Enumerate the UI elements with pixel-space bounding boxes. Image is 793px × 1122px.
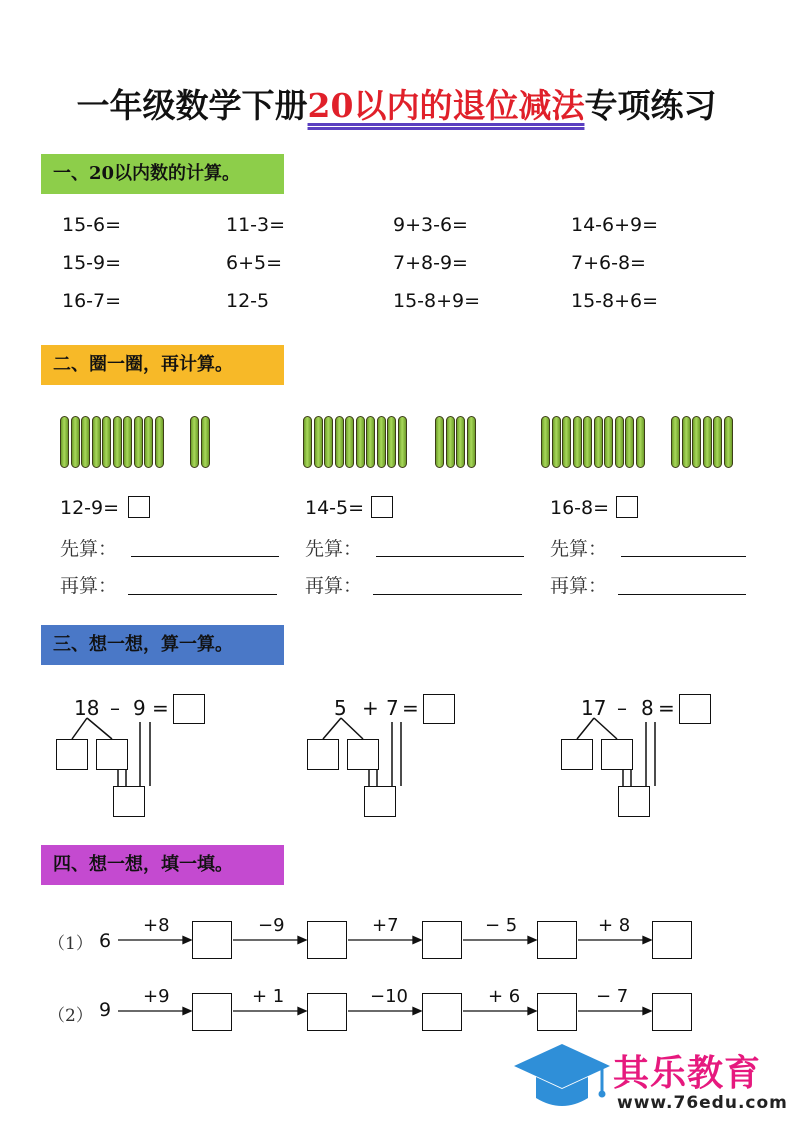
- operand-a: 17: [581, 696, 607, 720]
- first-calc-label: 先算：: [305, 538, 363, 560]
- equals-sign: =: [658, 696, 675, 720]
- equals-sign: =: [402, 696, 419, 720]
- chain-start: 6: [99, 930, 112, 952]
- circle-equation: 14-5=: [305, 497, 365, 519]
- operator: –: [617, 696, 627, 720]
- calc-problem: 12-5: [226, 290, 270, 312]
- chain-operation: +7: [372, 915, 399, 936]
- calc-problem: 14-6+9=: [571, 214, 659, 236]
- logo-url: www.76edu.com: [617, 1093, 788, 1113]
- then-calc-label: 再算：: [305, 575, 363, 597]
- calc-problem: 7+6-8=: [571, 252, 646, 274]
- operand-b: 8: [641, 696, 654, 720]
- operand-b: 9: [133, 696, 146, 720]
- circle-equation: 16-8=: [550, 497, 610, 519]
- chain-operation: + 1: [252, 986, 285, 1007]
- calc-problem: 15-6=: [62, 214, 122, 236]
- logo-name: 其乐教育: [613, 1053, 762, 1094]
- calc-problem: 9+3-6=: [393, 214, 468, 236]
- chain-operation: +8: [143, 915, 170, 936]
- calc-problem: 6+5=: [226, 252, 283, 274]
- graduation-cap-icon: [512, 1040, 612, 1120]
- section-header-2: 二、圈一圈，再计算。: [41, 345, 284, 385]
- then-calc-label: 再算：: [60, 575, 118, 597]
- chain-start: 9: [99, 999, 112, 1021]
- calc-problem: 16-7=: [62, 290, 122, 312]
- operand-a: 18: [74, 696, 100, 720]
- first-calc-label: 先算：: [550, 538, 608, 560]
- operator: +: [362, 696, 379, 720]
- operand-a: 5: [334, 696, 347, 720]
- title-suffix: 专项练习: [584, 86, 717, 125]
- calc-problem: 11-3=: [226, 214, 286, 236]
- chain-operation: + 6: [488, 986, 521, 1007]
- chain-label: （1）: [48, 934, 93, 954]
- circle-equation: 12-9=: [60, 497, 120, 519]
- operator: –: [110, 696, 120, 720]
- calc-problem: 15-9=: [62, 252, 122, 274]
- section-header-1: 一、20以内数的计算。: [41, 154, 284, 194]
- title-highlight: 20以内的退位减法: [307, 86, 585, 125]
- calc-problem: 7+8-9=: [393, 252, 468, 274]
- then-calc-label: 再算：: [550, 575, 608, 597]
- first-calc-label: 先算：: [60, 538, 118, 560]
- chain-label: （2）: [48, 1006, 93, 1026]
- chain-operation: −10: [370, 986, 408, 1007]
- calc-problem: 15-8+6=: [571, 290, 659, 312]
- chain-operation: + 8: [598, 915, 631, 936]
- section-header-3: 三、想一想，算一算。: [41, 625, 284, 665]
- title-prefix: 一年级数学下册: [76, 86, 308, 125]
- chain-operation: − 5: [485, 915, 518, 936]
- operand-b: 7: [386, 696, 399, 720]
- chain-operation: − 7: [596, 986, 629, 1007]
- equals-sign: =: [152, 696, 169, 720]
- chain-operation: +9: [143, 986, 170, 1007]
- calc-problem: 15-8+9=: [393, 290, 481, 312]
- section-header-4: 四、想一想，填一填。: [41, 845, 284, 885]
- chain-operation: −9: [258, 915, 285, 936]
